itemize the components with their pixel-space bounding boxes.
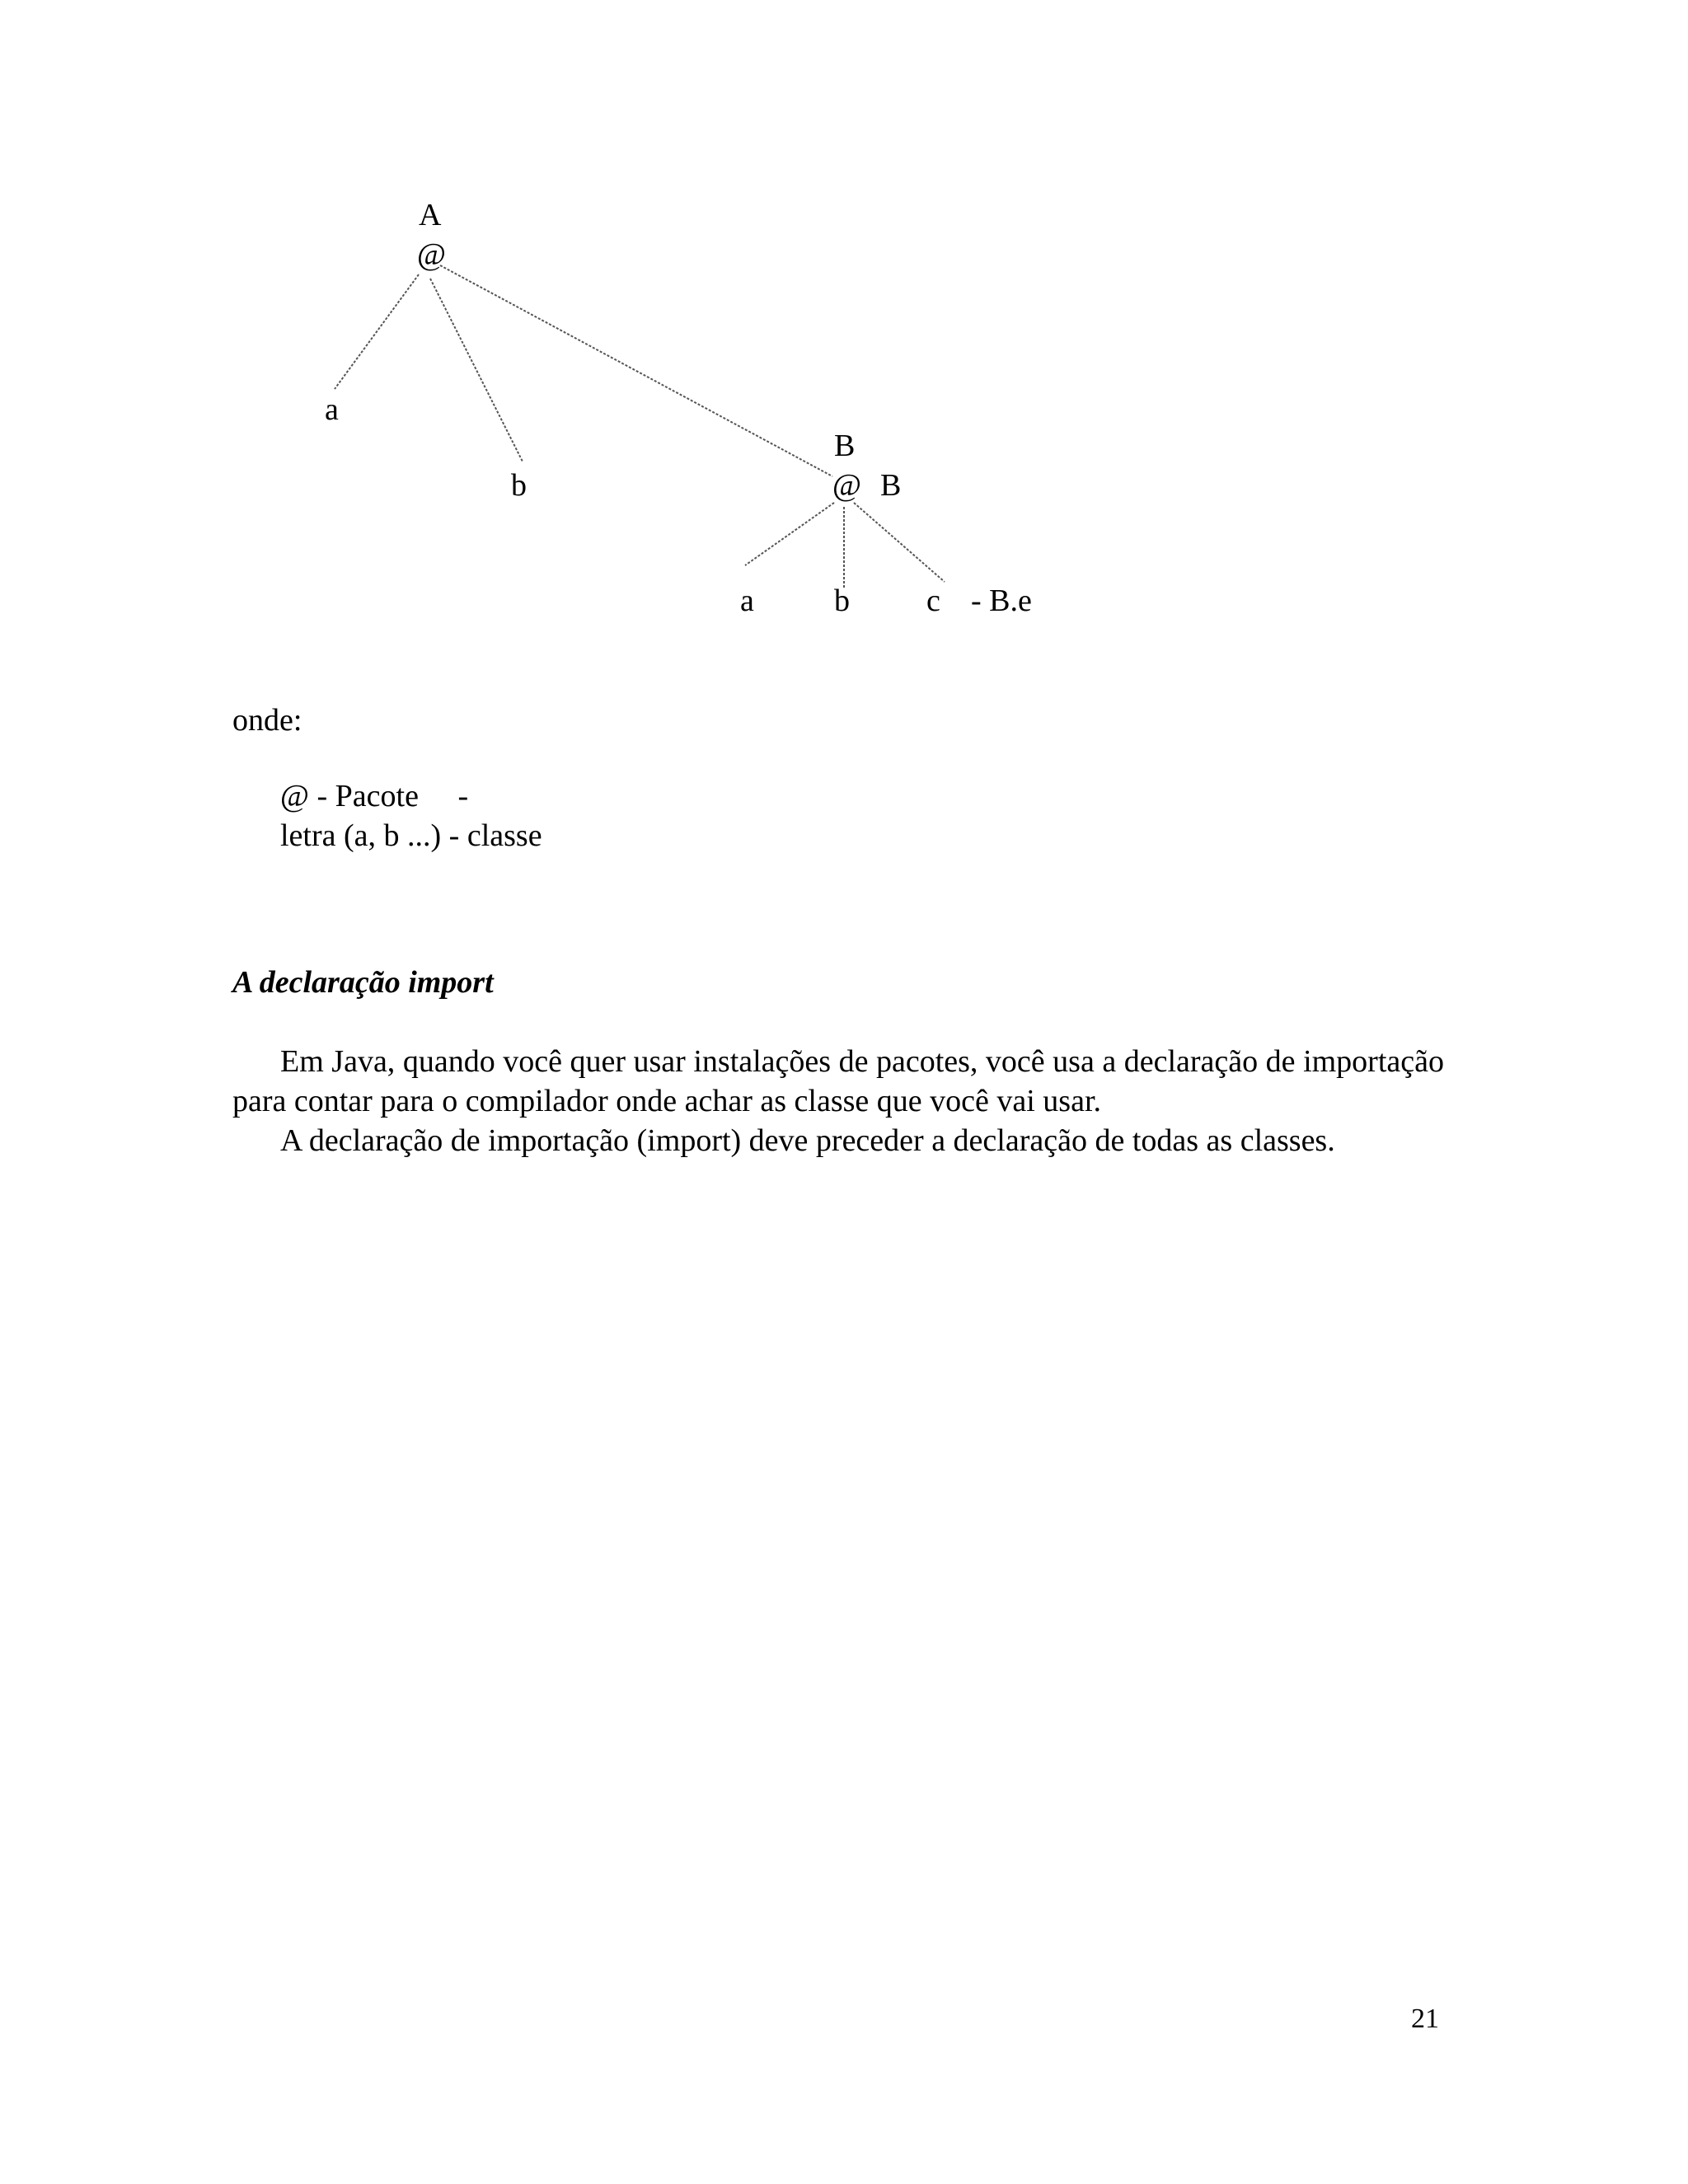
section-heading: A declaração import (232, 965, 494, 1000)
edge-sub-to-c (854, 503, 945, 582)
section-paragraph-2-text: A declaração de importação (import) deve preceder a declaração de todas as classes. (280, 1123, 1335, 1158)
edge-root-to-b (430, 279, 523, 462)
section-paragraph-2 (232, 1121, 1444, 1160)
root-package-name: A (419, 198, 442, 232)
legend-package-line: @ - Pacote - (280, 779, 469, 813)
root-package-symbol: @ (417, 237, 446, 272)
package-tree-diagram (0, 0, 1688, 676)
section-paragraph-1-text: Em Java, quando você quer usar instalações de pacotes, você usa a declaração de importação para contar para o compilador onde achar as classe que você vai usar. (232, 1044, 1444, 1118)
sub-child-class-a: a (740, 583, 754, 618)
sub-child-note: - B.e (971, 583, 1032, 618)
section-paragraph-1 (232, 1042, 1444, 1121)
sub-package-name: B (834, 429, 856, 463)
sub-child-class-c: c (926, 583, 940, 618)
edge-sub-to-a (745, 503, 834, 565)
legend-intro: onde: (232, 703, 302, 738)
sub-package-symbol: @ (832, 468, 861, 503)
page-number: 21 (1411, 2004, 1439, 2034)
tree-edges (0, 0, 1688, 676)
sub-child-class-b: b (834, 583, 850, 618)
edge-root-to-sub (440, 265, 832, 476)
root-child-class-a: a (325, 392, 339, 427)
root-child-class-b: b (511, 468, 527, 503)
edge-root-to-a (335, 274, 419, 389)
sub-package-side-label: B (880, 468, 902, 503)
legend-class-line: letra (a, b ...) - classe (280, 818, 542, 853)
